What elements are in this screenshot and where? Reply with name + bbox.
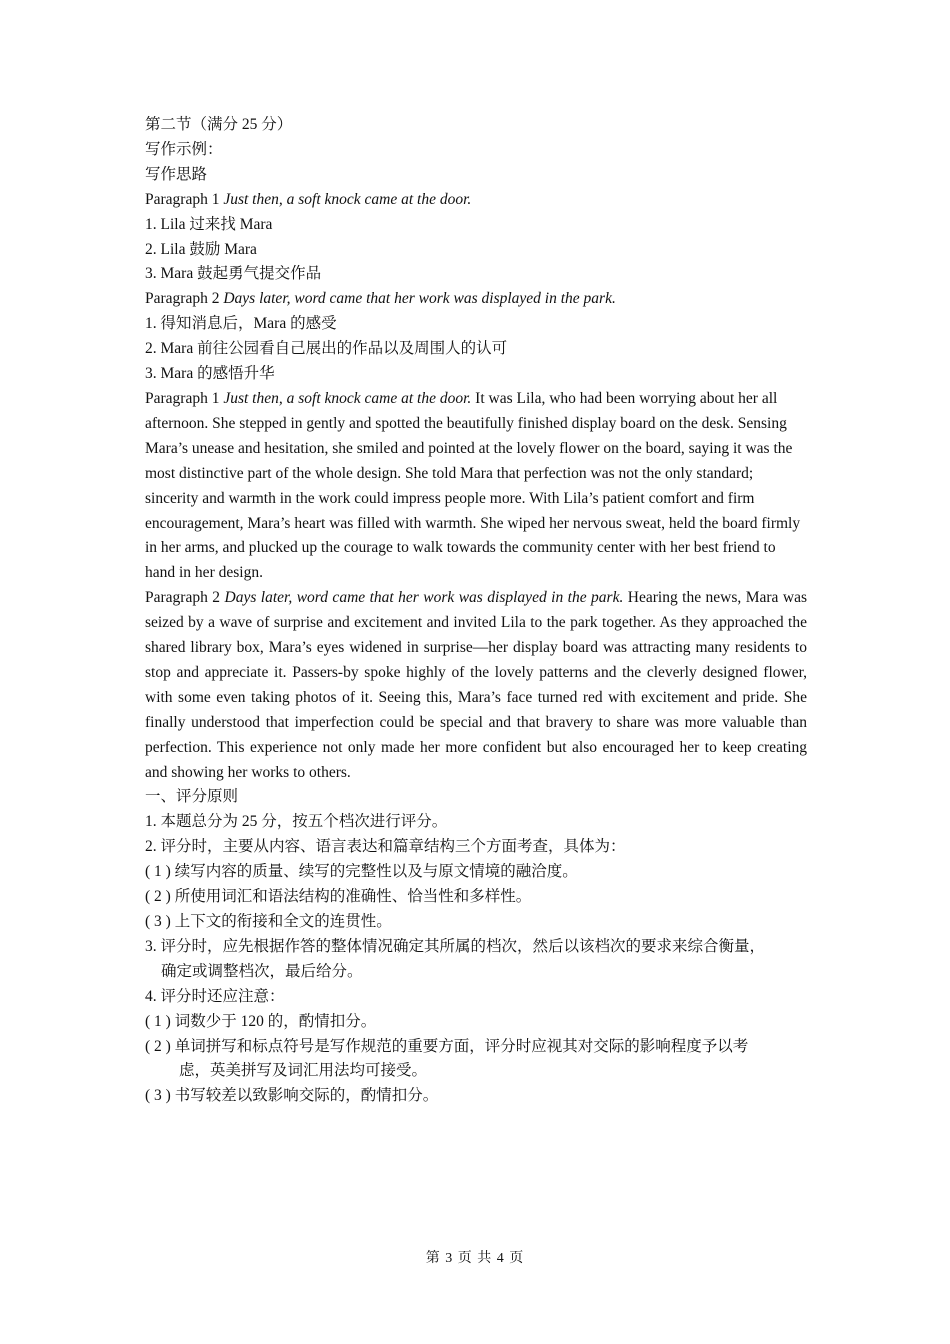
- scoring-item-3: 3. 评分时，应先根据作答的整体情况确定其所属的档次，然后以该档次的要求来综合衡量，: [145, 937, 766, 955]
- scoring-subitem: ( 1 ) 词数少于 120 的，酌情扣分。: [145, 1012, 377, 1030]
- scoring-item-3-continuation: 确定或调整档次，最后给分。: [161, 962, 363, 980]
- outline-label: 写作思路: [145, 165, 208, 183]
- section-heading: 第二节（满分 25 分）: [145, 116, 293, 133]
- scoring-item-4: 4. 评分时还应注意：: [145, 987, 285, 1005]
- essay-p2-prefix: Paragraph 2: [145, 589, 225, 607]
- essay-p1-prefix: Paragraph 1: [145, 389, 224, 407]
- outline-point: 2. Lila 鼓励 Mara: [145, 240, 257, 258]
- scoring-item-1: 1. 本题总分为 25 分，按五个档次进行评分。: [145, 813, 448, 831]
- essay-p1-opening: Just then, a soft knock came at the door.: [223, 389, 472, 407]
- scoring-subitem: ( 3 ) 上下文的衔接和全文的连贯性。: [145, 913, 392, 930]
- outline-p2-prefix: Paragraph 2: [145, 290, 224, 308]
- essay-p1-body: It was Lila, who had been worrying about her all afternoon. She stepped in gently and spotted the beautifully finished display board on the desk. Sensing Mara’s unease and hesitation, she smiled and pointed at the lovely flower on the board, saying it was the most distinctive part of the whole design. She told Mara that perfection was not the only standard; sincerity and warmth in the work could impress people more. With Lila’s patient comfort and firm encouragement, Mara’s heart was filled with warmth. She wiped her nervous sweat, held the board firmly in her arms, and plucked up the courage to walk towards the community center with her best friend to hand in her design.: [145, 389, 801, 582]
- scoring-subitem: ( 3 ) 书写较差以致影响交际的，酌情扣分。: [145, 1087, 439, 1105]
- outline-point: 1. Lila 过来找 Mara: [145, 215, 273, 233]
- essay-p2-opening: Days later, word came that her work was displayed in the park.: [224, 589, 624, 607]
- document-body: [145, 113, 807, 1109]
- scoring-subitem: ( 1 ) 续写内容的质量、续写的完整性以及与原文情境的融洽度。: [145, 863, 578, 881]
- scoring-subitem-continuation: 虑，英美拼写及词汇用法均可接受。: [179, 1062, 428, 1080]
- example-label: 写作示例：: [145, 140, 223, 158]
- scoring-item-2: 2. 评分时，主要从内容、语言表达和篇章结构三个方面考查，具体为：: [145, 838, 626, 856]
- scoring-heading: 一、评分原则: [145, 788, 239, 806]
- page-footer: 第 3 页 共 4 页: [425, 1251, 525, 1266]
- scoring-subitem: ( 2 ) 单词拼写和标点符号是写作规范的重要方面，评分时应视其对交际的影响程度予以考: [145, 1037, 749, 1055]
- essay-p2-body: Hearing the news, Mara was seized by a wave of surprise and excitement and invited Lila to the park together. As they approached the shared library box, Mara’s eyes widened in surprise—her display board was attracting many residents to stop and appreciate it. Passers-by spoke highly of the lovely patterns and the cleverly designed flower, with some even taking photos of it. Seeing this, Mara’s face turned red with excitement and pride. She finally understood that imperfection could be special and that bravery to share was more valuable than perfection. This experience not only made her more confident but also encouraged her to keep creating and showing her works to others.: [145, 589, 807, 781]
- outline-point: 3. Mara 鼓起勇气提交作品: [145, 265, 322, 283]
- scoring-subitem: ( 2 ) 所使用词汇和语法结构的准确性、恰当性和多样性。: [145, 888, 532, 906]
- outline-point: 2. Mara 前往公园看自己展出的作品以及周围人的认可: [145, 340, 508, 358]
- outline-paragraph-2: [145, 287, 807, 312]
- outline-paragraph-1: [145, 188, 807, 213]
- outline-p1-opening: Just then, a soft knock came at the door.: [223, 190, 472, 208]
- outline-point: 1. 得知消息后，Mara 的感受: [145, 315, 337, 333]
- essay-paragraph-2: [145, 586, 807, 785]
- outline-point: 3. Mara 的感悟升华: [145, 365, 275, 383]
- outline-p2-opening: Days later, word came that her work was displayed in the park.: [223, 290, 616, 308]
- outline-p1-prefix: Paragraph 1: [145, 190, 224, 208]
- essay-paragraph-1: [145, 387, 807, 586]
